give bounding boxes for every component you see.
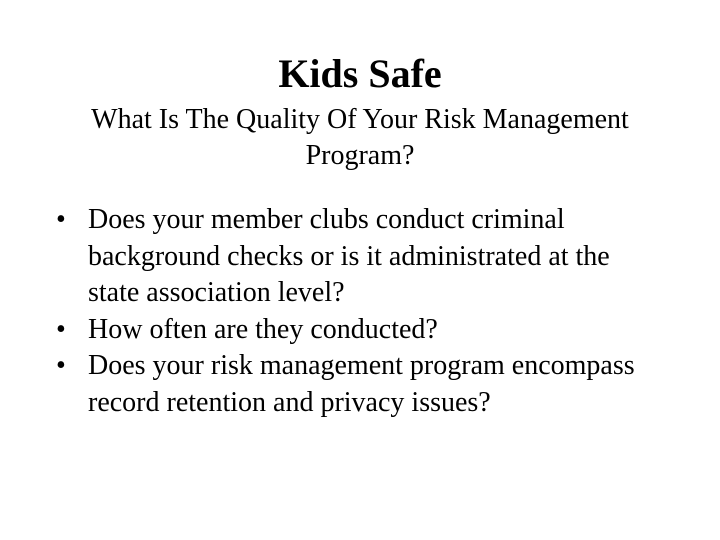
bullet-text: Does your risk management program encompass record retention and privacy issues? <box>88 350 635 418</box>
bullet-text: How often are they conducted? <box>88 313 438 345</box>
bullet-item <box>56 312 666 349</box>
bullet-dot-icon: • <box>56 350 66 381</box>
bullet-dot-icon: • <box>56 313 66 345</box>
bullet-item <box>56 348 666 421</box>
bullet-text: Does your member clubs conduct criminal background checks or is it administrated at the state association level? <box>88 204 610 308</box>
slide-subtitle: What Is The Quality Of Your Risk Management Program? <box>91 104 629 171</box>
bullet-list <box>56 202 666 421</box>
bullet-item <box>56 202 666 312</box>
bullet-dot-icon: • <box>56 204 66 235</box>
slide-title: Kids Safe <box>278 51 442 96</box>
